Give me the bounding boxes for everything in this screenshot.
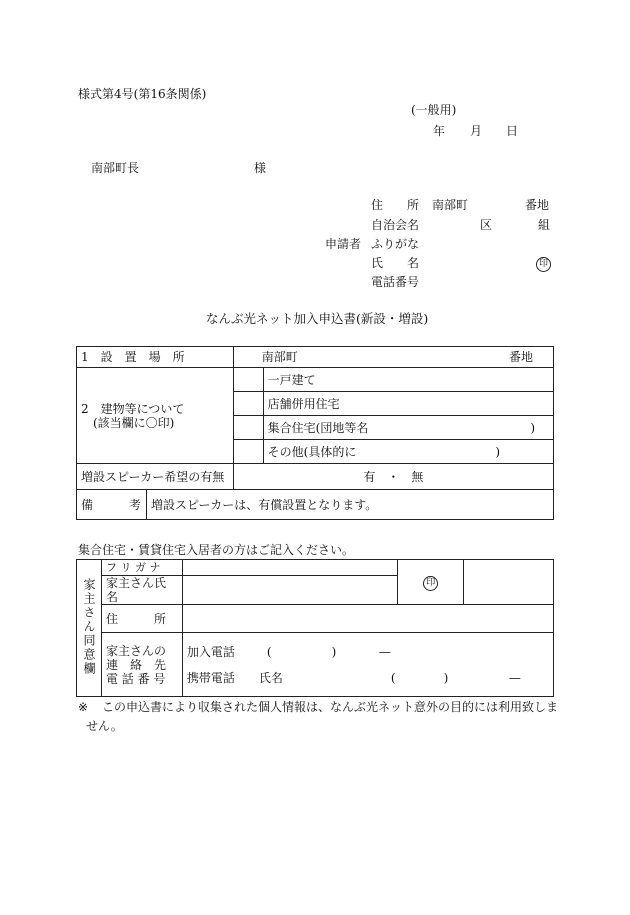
- option-other: その他(具体的に: [267, 444, 357, 459]
- applicant-phone-label: 電話番号: [371, 275, 420, 289]
- option-checkbox-apartment[interactable]: [233, 416, 263, 440]
- mobile-name-label: 氏名: [258, 671, 283, 685]
- apartment-close-paren: ): [530, 421, 535, 435]
- speaker-label: 増設スピーカー希望の有無: [77, 464, 234, 490]
- option-apartment-cell: [263, 416, 553, 440]
- speaker-value[interactable]: 有 ・ 無: [233, 464, 553, 490]
- option-checkbox-detached[interactable]: [233, 368, 263, 392]
- applicant-seal: [536, 255, 551, 272]
- mobile-dash: —: [508, 671, 521, 685]
- form-number: 様式第4号(第16条関係): [78, 87, 207, 101]
- footer-note-mark: ※: [78, 700, 89, 714]
- landlord-contact-label-1: 家主さんの: [105, 643, 166, 658]
- form-type-label: (一般用): [411, 103, 457, 117]
- document-title: なんぶ光ネット加入申込書(新設・増設): [206, 311, 429, 326]
- landlord-table: [76, 559, 554, 697]
- landlord-name-field[interactable]: [182, 576, 397, 605]
- landlord-vertical-label: 家主さん同意欄: [81, 577, 96, 676]
- applicant-kumi: 組: [538, 218, 551, 232]
- building-label-1: 2 建物等について: [81, 401, 185, 416]
- building-label-cell: [77, 368, 234, 464]
- footer-note-line-2: せん。: [86, 719, 123, 733]
- seal-icon: 印: [536, 257, 551, 272]
- landlord-contact-label-cell: [101, 633, 182, 697]
- application-table: [76, 346, 554, 520]
- location-label: 1 設 置 場 所: [77, 347, 234, 368]
- addressee-name: 南部町長: [91, 161, 140, 175]
- date-month: 月: [470, 124, 483, 138]
- applicant-address-town: 南部町: [432, 198, 469, 212]
- landlord-seal-cell: [398, 560, 464, 605]
- remarks-value: 増設スピーカーは、有償設置となります。: [146, 490, 553, 520]
- option-other-cell: [263, 440, 553, 464]
- landline-dash: —: [378, 645, 391, 659]
- building-label-2: (該当欄に〇印): [93, 415, 175, 430]
- addressee-honorific: 様: [254, 161, 267, 175]
- landlord-contact-label-3: 電 話 番 号: [105, 671, 166, 686]
- applicant-ku: 区: [480, 218, 493, 232]
- applicant-address-banchi: 番地: [525, 198, 550, 212]
- landline-paren: ( ): [266, 645, 337, 659]
- landlord-furigana-field[interactable]: [182, 560, 397, 576]
- other-close-paren: ): [495, 445, 500, 459]
- mobile-label: 携帯電話: [186, 671, 235, 685]
- seal-icon: 印: [423, 576, 438, 591]
- option-checkbox-shop[interactable]: [233, 392, 263, 416]
- applicant-address-label: 住 所: [371, 198, 420, 212]
- landlord-name-label: 家主さん氏名: [101, 576, 182, 605]
- applicant-label: 申請者: [325, 237, 362, 251]
- applicant-name-label: 氏 名: [371, 256, 420, 270]
- location-banchi: 番地: [508, 350, 533, 364]
- landline-label: 加入電話: [186, 645, 235, 659]
- location-town: 南部町: [261, 350, 298, 364]
- location-value-cell: [233, 347, 553, 368]
- landlord-note: 集合住宅・賃貸住宅入居者の方はご記入ください。: [78, 543, 355, 557]
- landlord-address-field[interactable]: [182, 605, 553, 633]
- option-checkbox-other[interactable]: [233, 440, 263, 464]
- date-year: 年: [433, 124, 446, 138]
- applicant-association-label: 自治会名: [371, 218, 420, 232]
- landlord-blank-cell: [464, 560, 554, 605]
- landlord-contact-label-2: 連 絡 先: [105, 657, 166, 672]
- landlord-address-label: 住 所: [101, 605, 182, 633]
- landlord-furigana-label: フ リ ガ ナ: [101, 560, 182, 576]
- option-detached-house: 一戸建て: [263, 368, 553, 392]
- footer-note-line-1: この申込書により収集された個人情報は、なんぶ光ネット意外の目的には利用致しま: [102, 700, 559, 714]
- mobile-paren: ( ): [390, 671, 449, 685]
- applicant-furigana-label: ふりがな: [371, 237, 420, 251]
- remarks-label: 備 考: [77, 490, 147, 520]
- date-day: 日: [506, 124, 519, 138]
- landlord-vertical-label-cell: [77, 560, 102, 697]
- option-shop-house: 店舗併用住宅: [263, 392, 553, 416]
- option-apartment: 集合住宅(団地等名: [267, 420, 369, 435]
- landlord-contact-field[interactable]: [182, 633, 553, 697]
